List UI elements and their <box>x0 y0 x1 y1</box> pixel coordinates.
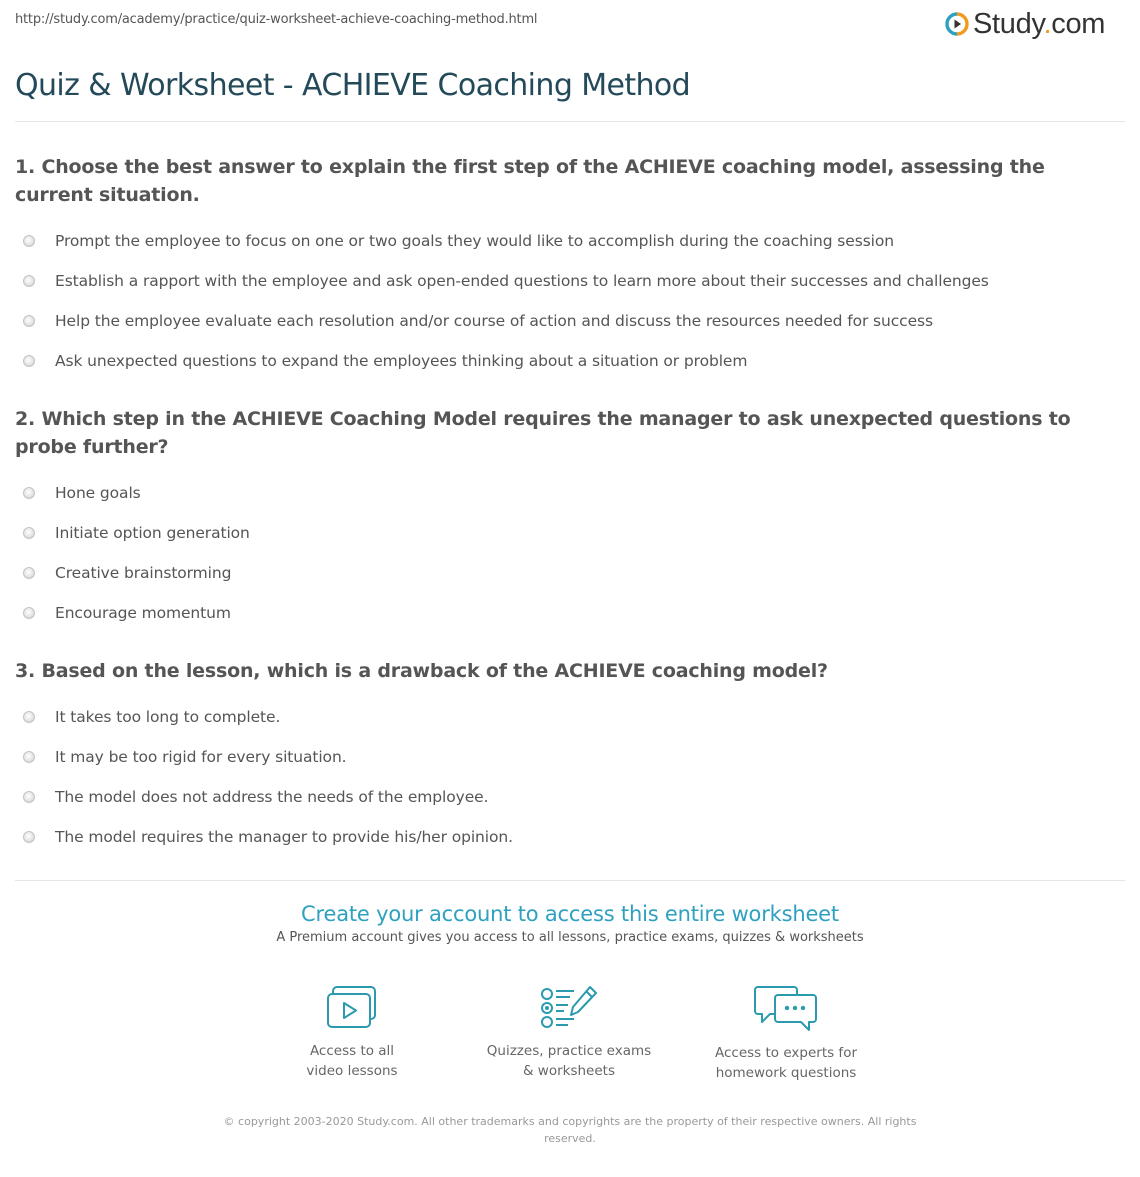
radio-button[interactable] <box>23 831 35 843</box>
radio-button[interactable] <box>23 235 35 247</box>
option-label: It takes too long to complete. <box>55 708 281 726</box>
option-label: Help the employee evaluate each resolution and/or course of action and discuss the resources needed for success <box>55 312 933 330</box>
answer-option[interactable] <box>15 553 1095 593</box>
radio-button[interactable] <box>23 791 35 803</box>
radio-button[interactable] <box>23 751 35 763</box>
option-label: Encourage momentum <box>55 604 231 622</box>
chat-bubbles-icon <box>754 985 818 1033</box>
feature-quizzes <box>469 985 669 1081</box>
option-label: Hone goals <box>55 484 141 502</box>
feature-label-line1: Access to experts for <box>714 1045 857 1061</box>
option-label: The model does not address the needs of the employee. <box>55 788 489 806</box>
feature-experts <box>686 985 886 1083</box>
page-url: http://study.com/academy/practice/quiz-worksheet-achieve-coaching-method.html <box>15 12 538 27</box>
feature-label-line2: homework questions <box>715 1065 857 1081</box>
play-circle-logo-icon <box>945 12 969 36</box>
option-label: The model requires the manager to provide his/her opinion. <box>55 828 513 846</box>
cta-subtext: A Premium account gives you access to all lessons, practice exams, quizzes & worksheets <box>276 930 864 945</box>
cta-headline-link[interactable]: Create your account to access this entire worksheet <box>301 902 839 926</box>
answer-option[interactable] <box>15 777 1095 817</box>
feature-label-line1: Quizzes, practice exams <box>486 1043 652 1059</box>
video-lessons-icon <box>326 985 378 1031</box>
answer-option[interactable] <box>15 301 1095 341</box>
answer-option[interactable] <box>15 737 1095 777</box>
answer-option[interactable] <box>15 341 1095 381</box>
radio-button[interactable] <box>23 275 35 287</box>
option-label: Prompt the employee to focus on one or two goals they would like to accomplish during the coaching session <box>55 232 894 250</box>
divider <box>15 121 1125 122</box>
question-text: 3. Based on the lesson, which is a drawback of the ACHIEVE coaching model? <box>15 660 828 682</box>
radio-button[interactable] <box>23 355 35 367</box>
answer-option[interactable] <box>15 513 1095 553</box>
radio-button[interactable] <box>23 487 35 499</box>
answer-option[interactable] <box>15 697 1095 737</box>
radio-button[interactable] <box>23 315 35 327</box>
divider <box>15 880 1125 881</box>
option-label: Establish a rapport with the employee and ask open-ended questions to learn more about their successes and challenges <box>55 272 989 290</box>
question-3 <box>15 657 1095 857</box>
answer-option[interactable] <box>15 473 1095 513</box>
question-1 <box>15 153 1095 381</box>
feature-label-line2: video lessons <box>306 1063 398 1079</box>
question-text: 1. Choose the best answer to explain the first step of the ACHIEVE coaching model, assessing the current situation. <box>15 156 1045 206</box>
quiz-checklist-icon <box>540 985 598 1031</box>
feature-label-line2: & worksheets <box>522 1063 615 1079</box>
answer-option[interactable] <box>15 593 1095 633</box>
page-title: Quiz & Worksheet - ACHIEVE Coaching Method <box>15 68 691 103</box>
radio-button[interactable] <box>23 527 35 539</box>
question-text: 2. Which step in the ACHIEVE Coaching Model requires the manager to ask unexpected questions to probe further? <box>15 408 1071 458</box>
option-label: It may be too rigid for every situation. <box>55 748 347 766</box>
answer-option[interactable] <box>15 817 1095 857</box>
answer-option[interactable] <box>15 221 1095 261</box>
option-label: Initiate option generation <box>55 524 250 542</box>
copyright-footer: © copyright 2003-2020 Study.com. All other trademarks and copyrights are the property of their respective owners. All rights reserved. <box>223 1115 917 1145</box>
radio-button[interactable] <box>23 567 35 579</box>
answer-option[interactable] <box>15 261 1095 301</box>
radio-button[interactable] <box>23 607 35 619</box>
radio-button[interactable] <box>23 711 35 723</box>
question-2 <box>15 405 1095 633</box>
option-label: Creative brainstorming <box>55 564 232 582</box>
feature-video-lessons <box>252 985 452 1081</box>
signup-cta <box>0 902 1140 945</box>
feature-label-line1: Access to all <box>309 1043 395 1059</box>
logo-wordmark: Study.com <box>973 8 1106 40</box>
study-logo[interactable] <box>945 8 1105 40</box>
option-label: Ask unexpected questions to expand the employees thinking about a situation or problem <box>55 352 748 370</box>
